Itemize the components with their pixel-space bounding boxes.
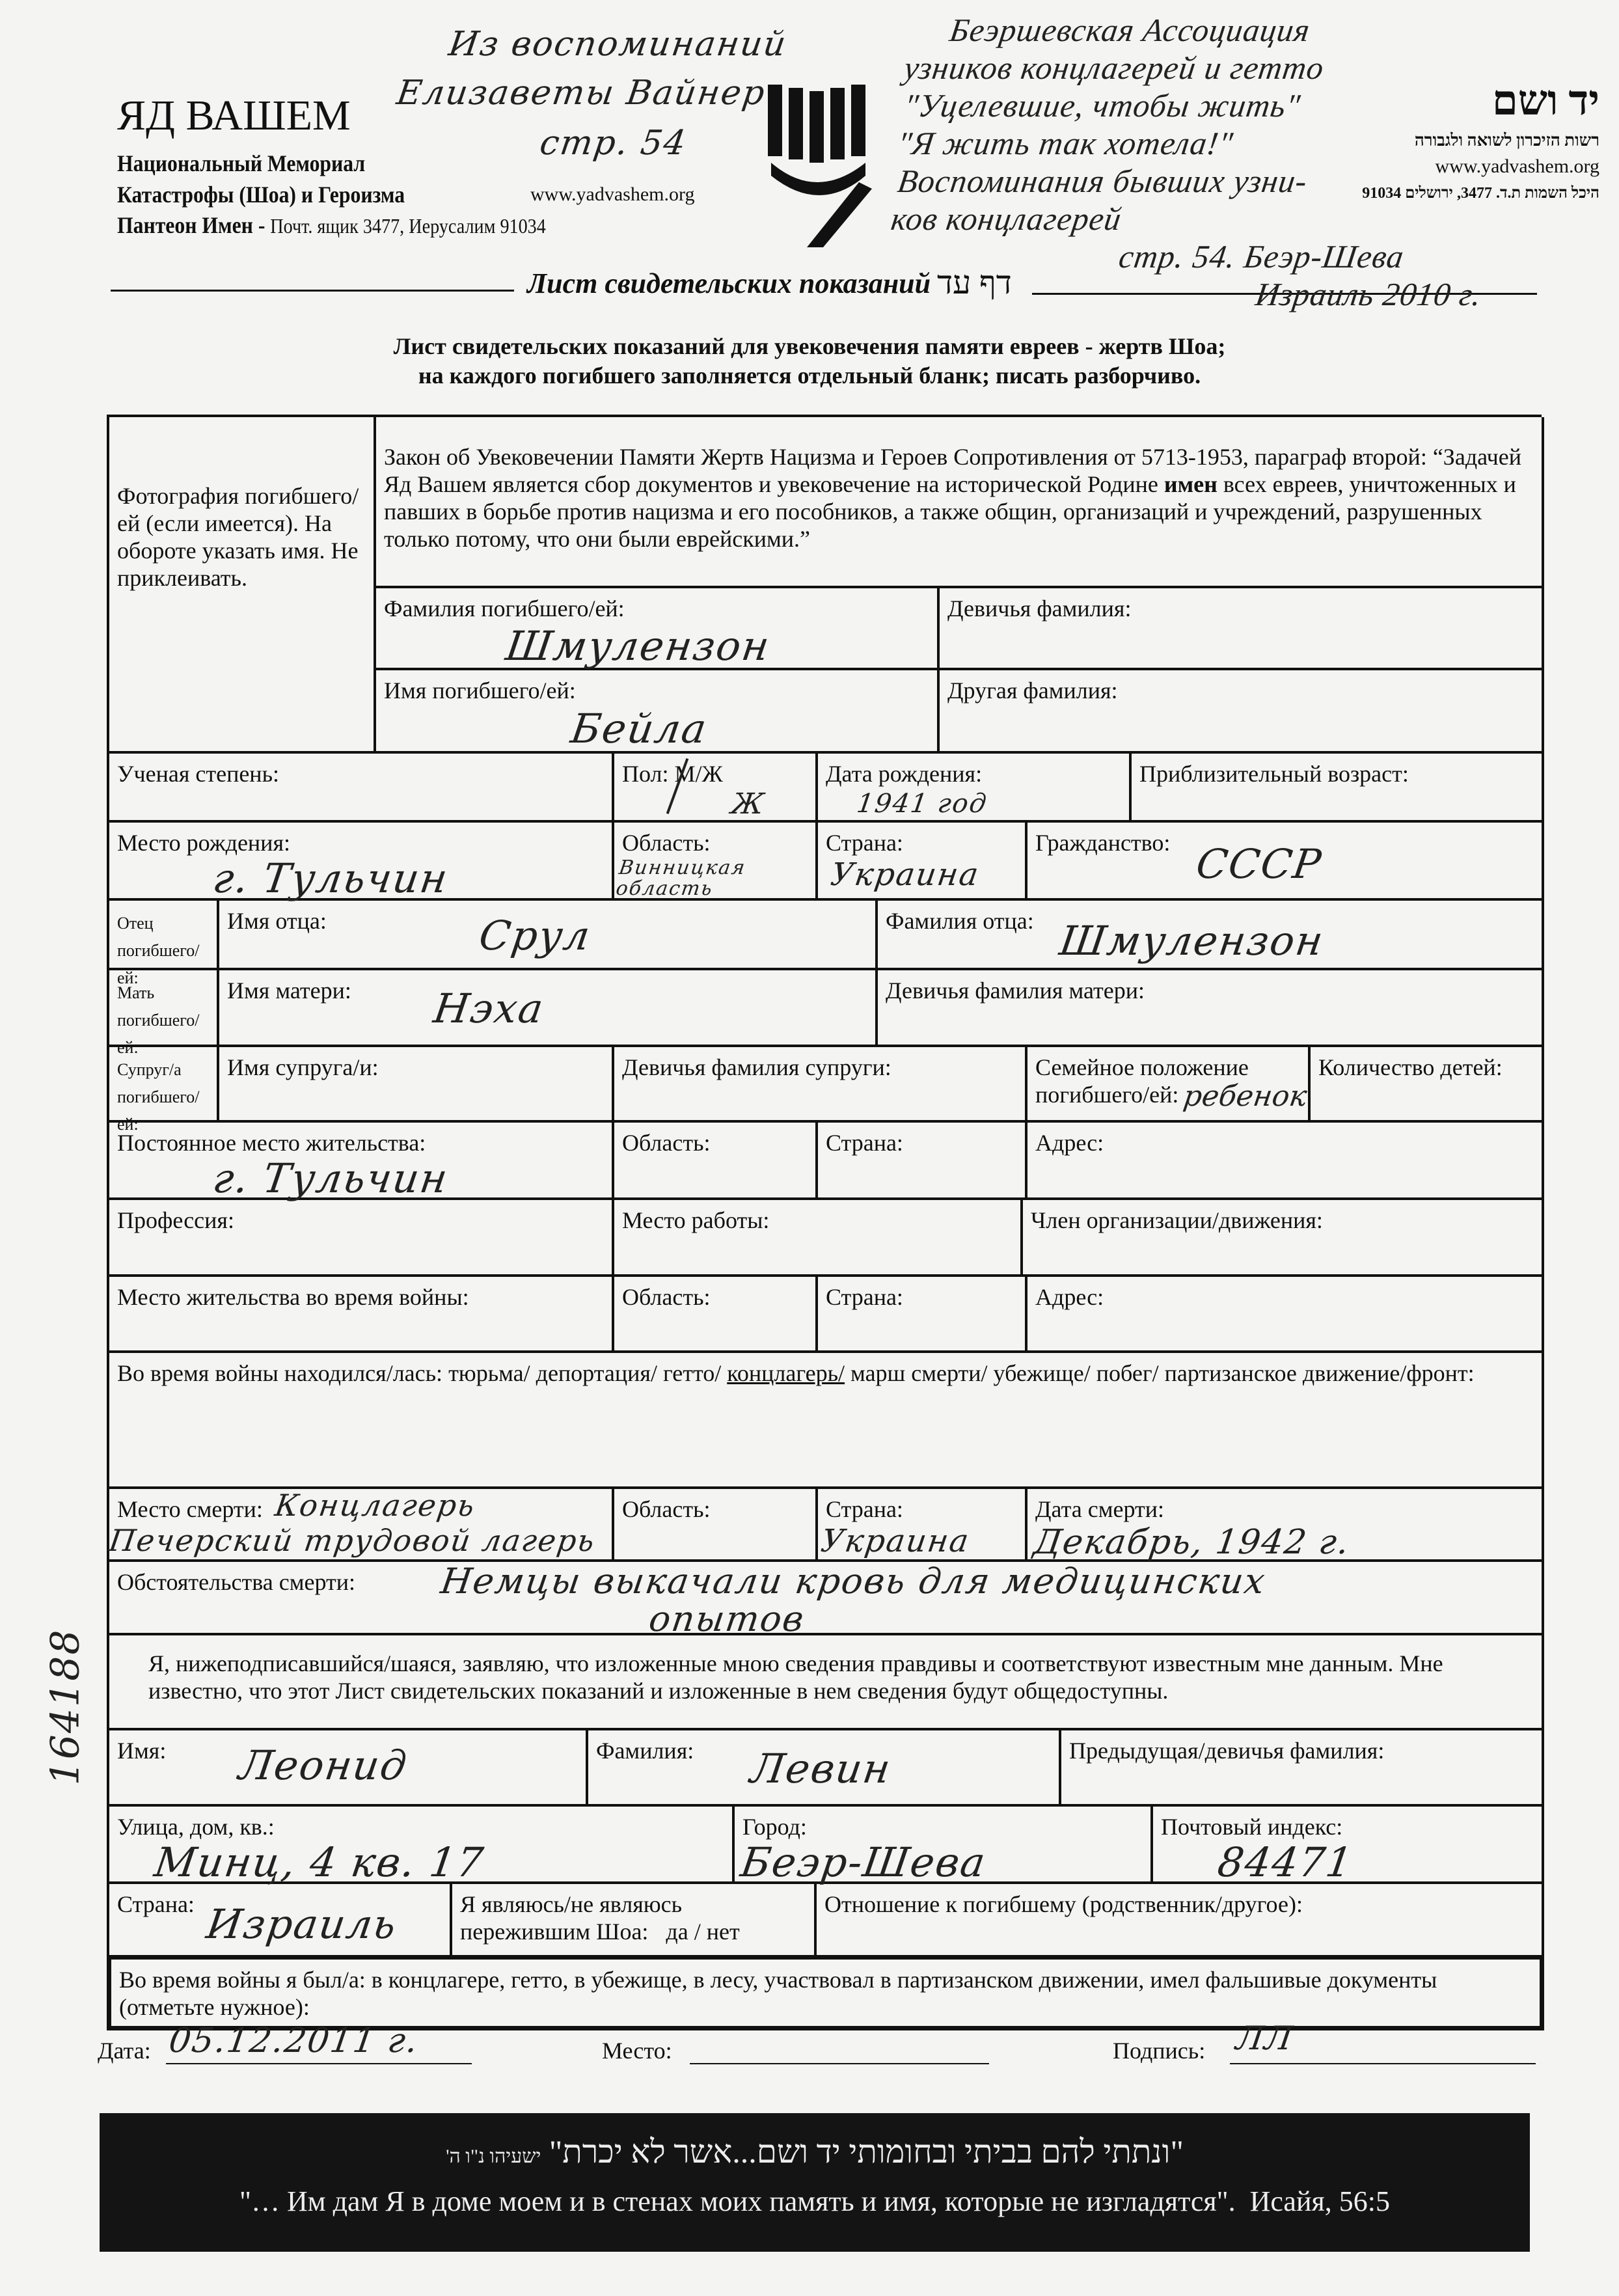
- submitter-name: Леонид: [236, 1742, 411, 1789]
- residence-label: Постоянное место жительства:: [117, 1130, 426, 1156]
- victim-surname-label: Фамилия погибшего/ей:: [384, 595, 625, 622]
- death-date-label: Дата смерти:: [1035, 1496, 1165, 1522]
- org-line-1: Национальный Мемориал: [117, 150, 366, 176]
- submitter-city: Беэр-Шева: [737, 1838, 990, 1886]
- marital-status-cell: [1027, 1047, 1311, 1123]
- survivor-label-1: Я являюсь/не являюсь: [460, 1891, 683, 1917]
- submitter-city-label: Город:: [742, 1814, 807, 1840]
- mother-name: Нэха: [430, 985, 547, 1032]
- mother-maiden-label: Девичья фамилия матери:: [886, 977, 1145, 1004]
- sex-value: Ж: [729, 787, 768, 821]
- war-address-cell: [1027, 1277, 1544, 1353]
- birth-place-cell: [109, 823, 614, 901]
- annotation-top-left-3: стр. 54: [537, 124, 690, 163]
- children-count-cell: [1311, 1047, 1544, 1123]
- menorah-logo-icon: [768, 85, 885, 254]
- annotation-top-right-3: "Уцелевшие, чтобы жить": [902, 87, 1303, 124]
- submitter-country: Израиль: [203, 1900, 400, 1948]
- org-title: ЯД ВАШЕМ: [117, 92, 351, 139]
- postal-address: Почт. ящик 3477, Иерусалим 91034: [270, 214, 546, 238]
- circumstances-2: опытов: [646, 1598, 808, 1639]
- spouse-maiden-cell: [614, 1047, 1027, 1123]
- pantheon-label: Пантеон Имен -: [117, 212, 265, 238]
- submitter-name-label: Имя:: [117, 1738, 167, 1764]
- death-place-cell: [109, 1489, 614, 1562]
- annotation-top-left-2: Елизаветы Вайнер: [394, 74, 769, 113]
- war-status-pre: Во время войны находился/лась: тюрьма/ депортация/ гетто/: [117, 1360, 728, 1386]
- banner-hebrew-ref: ישעיהו נ"ו ה': [446, 2146, 541, 2167]
- death-region-cell: [614, 1489, 818, 1562]
- birth-place-label: Место рождения:: [117, 830, 291, 856]
- birth-region-cell: [614, 823, 818, 901]
- victim-surname-cell: [376, 588, 940, 670]
- circumstances-label: Обстоятельства смерти:: [117, 1569, 355, 1595]
- father-name-label: Имя отца:: [227, 908, 327, 934]
- marital-status-label: Семейное положение погибшего/ей:: [1035, 1054, 1249, 1108]
- date-underline: [166, 2063, 472, 2064]
- residence-address-label: Адрес:: [1035, 1130, 1104, 1156]
- place-underline: [690, 2063, 989, 2064]
- death-date-cell: [1027, 1489, 1544, 1562]
- submitter-prev-surname-cell: [1061, 1730, 1544, 1807]
- degree-label: Ученая степень:: [117, 761, 279, 787]
- residence-address-cell: [1027, 1123, 1544, 1200]
- children-count-label: Количество детей:: [1318, 1054, 1503, 1080]
- spouse-side-cell: [109, 1047, 219, 1134]
- father-surname-label: Фамилия отца:: [886, 908, 1034, 934]
- submitter-zip-label: Почтовый индекс:: [1161, 1814, 1343, 1840]
- victim-maiden-cell: [940, 588, 1544, 670]
- residence-region-label: Область:: [622, 1130, 711, 1156]
- submitter-surname: Левин: [747, 1745, 895, 1792]
- form-title: Лист свидетельских показаний: [527, 267, 931, 299]
- annotation-top-right-8: Израиль 2010 г.: [1253, 276, 1484, 312]
- scripture-banner: [100, 2113, 1530, 2252]
- relation-label: Отношение к погибшему (родственник/другое):: [824, 1891, 1303, 1917]
- spouse-side-label: Супруг/а погибшего/ей:: [117, 1060, 200, 1134]
- submitter-surname-cell: [588, 1730, 1061, 1807]
- war-status-cell: [109, 1353, 1544, 1489]
- website: www.yadvashem.org: [530, 184, 695, 205]
- law-text-pre: Закон об Увековечении Памяти Жертв Нацизма и Героев Сопротивления от 5713-1953, параграф второй: “Задачей Яд Вашем является сбор документов и увековечение на исторической Родине: [384, 444, 1522, 497]
- banner-russian: [100, 2185, 1530, 2218]
- submitter-name-cell: [109, 1730, 588, 1807]
- residence-country-cell: [818, 1123, 1027, 1200]
- annotation-top-right-7: стр. 54. Беэр-Шева: [1117, 238, 1407, 275]
- hebrew-website: www.yadvashem.org: [1435, 156, 1599, 177]
- hebrew-address: היכל השמות ת.ד. 3477, ירושלים 91034: [1362, 185, 1599, 202]
- workplace-cell: [614, 1200, 1023, 1277]
- declaration-text: Я, нижеподписавшийся/шаяся, заявляю, что изложенные мною сведения правдивы и соответствуют известным мне данным. Мне известно, что этот Лист свидетельских показаний и изложенные в нем сведения будут общедоступны.: [148, 1650, 1443, 1704]
- war-address-label: Адрес:: [1035, 1284, 1104, 1310]
- victim-first-name: Бейла: [567, 705, 711, 752]
- death-place-2: Печерский трудовой лагерь: [107, 1523, 598, 1558]
- annotation-top-right-2: узников концлагерей и гетто: [902, 49, 1327, 86]
- other-surname-cell: [940, 670, 1544, 754]
- war-region-label: Область:: [622, 1284, 711, 1310]
- intro-line-1: Лист свидетельских показаний для увековечения памяти евреев - жертв Шоа;: [393, 333, 1226, 359]
- death-region-label: Область:: [622, 1496, 711, 1522]
- father-side-cell: [109, 901, 219, 987]
- father-surname-cell: [878, 901, 1544, 970]
- approx-age-cell: [1132, 754, 1544, 823]
- citizenship: СССР: [1193, 840, 1326, 888]
- profession-label: Профессия:: [117, 1207, 234, 1233]
- war-country-label: Страна:: [826, 1284, 903, 1310]
- war-status-marked: концлагерь/: [727, 1360, 845, 1386]
- annotation-top-right-1: Беэршевская Ассоциация: [947, 12, 1313, 48]
- residence-country-label: Страна:: [826, 1130, 903, 1156]
- submitter-street-label: Улица, дом, кв.:: [117, 1814, 275, 1840]
- annotation-top-right-4: "Я жить так хотела!": [895, 125, 1236, 161]
- mother-name-label: Имя матери:: [227, 977, 351, 1004]
- residence-cell: [109, 1123, 614, 1200]
- victim-maiden-label: Девичья фамилия:: [947, 595, 1132, 622]
- death-place-label: Место смерти:: [117, 1496, 263, 1522]
- birth-region: Винницкая область: [614, 856, 748, 900]
- birth-date-cell: [818, 754, 1132, 823]
- org-line-3: [117, 212, 546, 239]
- death-place-1: Концлагерь: [273, 1488, 478, 1523]
- annotation-top-left-1: Из воспоминаний: [446, 25, 790, 64]
- annotation-top-right-5: Воспоминания бывших узни-: [895, 163, 1310, 199]
- citizenship-cell: [1027, 823, 1544, 901]
- degree-cell: [109, 754, 614, 823]
- father-name: Срул: [476, 912, 594, 959]
- org-line-2: [117, 181, 405, 208]
- marital-status: ребенок: [1181, 1080, 1309, 1113]
- testimony-form: [107, 415, 1542, 2028]
- submitter-zip-cell: [1153, 1807, 1544, 1884]
- submitter-country-cell: [109, 1884, 452, 1958]
- submitter-street-cell: [109, 1807, 735, 1884]
- birth-place: г. Тульчин: [210, 854, 452, 902]
- residence: г. Тульчин: [210, 1155, 452, 1202]
- photo-cell: [109, 417, 376, 754]
- birth-region-label: Область:: [622, 830, 711, 856]
- war-status-post: марш смерти/ убежище/ побег/ партизанское движение/фронт:: [845, 1360, 1475, 1386]
- spouse-name-cell: [219, 1047, 614, 1123]
- submitter-zip: 84471: [1214, 1838, 1357, 1886]
- other-surname-label: Другая фамилия:: [947, 677, 1118, 704]
- war-residence-cell: [109, 1277, 614, 1353]
- death-country: Украина: [819, 1523, 972, 1559]
- declaration-cell: [109, 1635, 1544, 1730]
- submitter-city-cell: [735, 1807, 1153, 1884]
- birth-country-cell: [818, 823, 1027, 901]
- sex-cell: [614, 754, 818, 823]
- place-label: Место:: [602, 2038, 672, 2064]
- workplace-label: Место работы:: [622, 1207, 770, 1233]
- submitter-street: Минц, 4 кв. 17: [151, 1838, 487, 1886]
- submitter-prev-surname-label: Предыдущая/девичья фамилия:: [1069, 1738, 1385, 1764]
- form-title-hebrew: דף עד: [937, 264, 1012, 301]
- signature: ЛЛ: [1233, 2019, 1296, 2057]
- mother-side-label: Мать погибшего/ей:: [117, 983, 200, 1057]
- birth-country: Украина: [828, 856, 982, 893]
- residence-region-cell: [614, 1123, 818, 1200]
- father-side-label: Отец погибшего/ей:: [117, 914, 200, 987]
- birth-date: 1941 год: [854, 789, 990, 819]
- annotation-top-right-6: ков концлагерей: [889, 200, 1124, 237]
- approx-age-label: Приблизительный возраст:: [1139, 761, 1409, 787]
- submitter-surname-label: Фамилия:: [596, 1738, 694, 1764]
- citizenship-label: Гражданство:: [1035, 830, 1171, 856]
- survivor-label-2: пережившим Шоа: да / нет: [460, 1919, 740, 1945]
- signature-underline: [1230, 2063, 1536, 2064]
- law-text-cell: [376, 417, 1544, 588]
- victim-surname: Шмулензон: [502, 622, 774, 670]
- banner-hebrew: [100, 2133, 1530, 2170]
- victim-first-name-cell: [376, 670, 940, 754]
- signature-label: Подпись:: [1113, 2038, 1206, 2064]
- hebrew-subtitle: רשות הזיכרון לשואה ולגבורה: [1414, 131, 1599, 150]
- death-country-cell: [818, 1489, 1027, 1562]
- title-rule-left: [111, 290, 514, 292]
- mother-name-cell: [219, 970, 878, 1047]
- submitter-country-label: Страна:: [117, 1891, 195, 1917]
- banner-russian-ref: Исайя, 56:5: [1249, 2185, 1390, 2217]
- sex-label: Пол: М/Ж: [622, 761, 723, 787]
- war-experience-label: Во время войны я был/а: в концлагере, гетто, в убежище, в лесу, участвовал в партизанском движении, имел фальшивые документы (отметьте нужное):: [119, 1967, 1437, 2020]
- birth-country-label: Страна:: [826, 830, 903, 856]
- birth-date-label: Дата рождения:: [826, 761, 983, 787]
- mother-maiden-cell: [878, 970, 1544, 1047]
- survivor-cell: [452, 1884, 817, 1958]
- margin-archive-number: 164188: [42, 1628, 88, 1786]
- membership-label: Член организации/движения:: [1031, 1207, 1323, 1233]
- death-date: Декабрь, 1942 г.: [1031, 1523, 1353, 1562]
- victim-first-name-label: Имя погибшего/ей:: [384, 677, 576, 704]
- intro-line-2: на каждого погибшего заполняется отдельный бланк; писать разборчиво.: [418, 362, 1201, 389]
- submission-date: 05.12.2011 г.: [166, 2021, 422, 2060]
- mother-side-cell: [109, 970, 219, 1057]
- war-country-cell: [818, 1277, 1027, 1353]
- date-label: Дата:: [98, 2038, 151, 2064]
- war-region-cell: [614, 1277, 818, 1353]
- relation-cell: [817, 1884, 1544, 1958]
- banner-hebrew-quote: "ונתתי להם בביתי ובחומותי יד ושם...אשר לא יכרת": [549, 2133, 1184, 2170]
- war-residence-label: Место жительства во время войны:: [117, 1284, 469, 1310]
- law-text-bold: имен: [1163, 471, 1218, 497]
- spouse-maiden-label: Девичья фамилия супруги:: [622, 1054, 891, 1080]
- law-text-post: всех евреев, уничтоженных и павших в борьбе против нацизма и его пособников, а также общин, организаций и учреждений, разрушенных только потому, что они были еврейскими.”: [384, 471, 1516, 552]
- profession-cell: [109, 1200, 614, 1277]
- father-surname: Шмулензон: [1056, 917, 1327, 964]
- circumstances-cell: [109, 1561, 1544, 1639]
- banner-russian-quote: "… Им дам Я в доме моем и в стенах моих память и имя, которые не изгладятся".: [239, 2185, 1236, 2217]
- father-name-cell: [219, 901, 878, 970]
- war-experience-cell: [107, 1955, 1544, 2030]
- spouse-name-label: Имя супруга/и:: [227, 1054, 379, 1080]
- org-line-2-text: Катастрофы (Шоа) и Героизма: [117, 182, 405, 208]
- intro-text: [0, 332, 1619, 390]
- death-country-label: Страна:: [826, 1496, 903, 1522]
- photo-label: Фотография погибшего/ей (если имеется). На обороте указать имя. Не приклеивать.: [117, 483, 359, 591]
- circumstances-1: Немцы выкачали кровь для медицинских: [438, 1561, 1269, 1602]
- membership-cell: [1023, 1200, 1544, 1277]
- hebrew-org-title: יד ושם: [1491, 77, 1599, 124]
